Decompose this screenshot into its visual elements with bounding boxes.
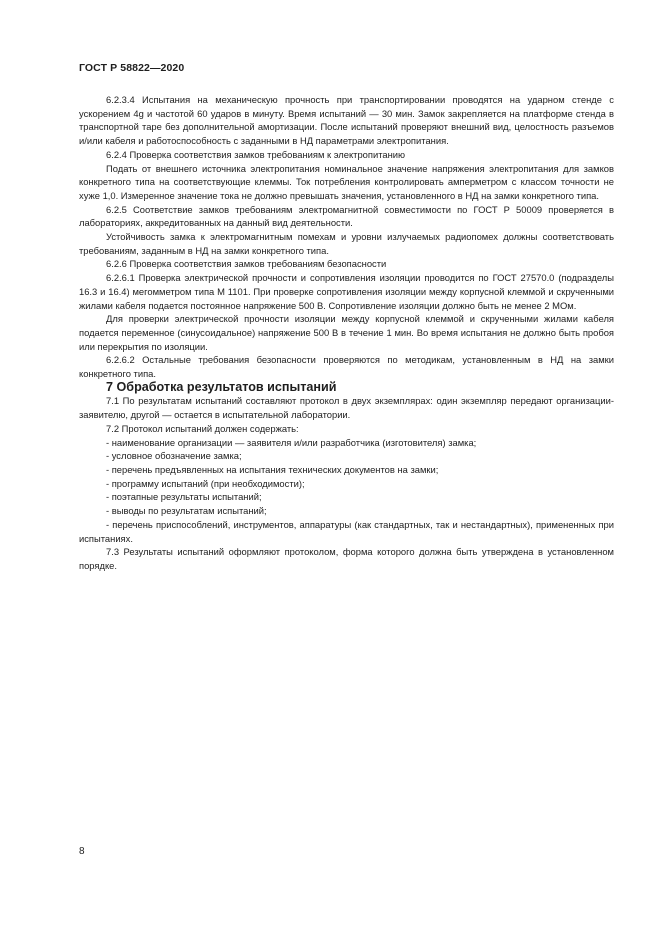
document-body [79, 93, 614, 573]
page-number: 8 [79, 846, 85, 857]
document-header: ГОСТ Р 58822—2020 [79, 62, 185, 74]
paragraph-6-2-3-4: 6.2.3.4 Испытания на механическую прочность при транспортировании проводятся на ударном стенде с ускорением 4g и частотой 60 ударов в минуту. Время испытаний — 30 мин. Замок закрепляется на платформе стенда в транспортной таре без дополнительной амортизации. После испытаний проверяют внешний вид, целостность разъемов и/или кабеля и работоспособность с заданными в НД параметрами электропитания. [79, 94, 614, 147]
list-item: - выводы по результатам испытаний; [106, 505, 267, 517]
paragraph-7-3: 7.3 Результаты испытаний оформляют протоколом, форма которого должна быть утверждена в установленном порядке. [79, 546, 614, 571]
paragraph-6-2-6-2: 6.2.6.2 Остальные требования безопасности проверяются по методикам, установленным в НД на замки конкретного типа. [79, 354, 614, 380]
paragraph-7-2: 7.2 Протокол испытаний должен содержать: [106, 422, 299, 434]
list-item: - перечень приспособлений, инструментов, аппаратуры (как стандартных, так и нестандартных), примененных при испытаниях. [79, 518, 614, 544]
paragraph-6-2-6-1: 6.2.6.1 Проверка электрической прочности и сопротивления изоляции проводится по ГОСТ 27570.0 (подразделы 16.3 и 16.4) мегомметром типа М 1101. При проверке сопротивления изоляции между корпусной клеммой и скрученными жилами кабеля подается постоянное напряжение 500 В. Сопротивление изоляции должно быть не менее 2 МОм. [79, 272, 614, 311]
list-item: - перечень предъявленных на испытания технических документов на замки; [106, 463, 439, 475]
paragraph-7-1: 7.1 По результатам испытаний составляют протокол в двух экземплярах: один экземпляр передают организации-заявителю, другой — остается в испытательной лаборатории. [79, 395, 614, 421]
list-item: - поэтапные результаты испытаний; [106, 491, 262, 503]
section-7-heading: 7 Обработка результатов испытаний [106, 379, 337, 394]
paragraph-6-2-4-text: Подать от внешнего источника электропитания номинальное значение напряжения электропитания для замков конкретного типа на соответствующие клеммы. Ток потребления контролировать амперметром с классом точности не хуже 1,0. Измеренное значение тока не должно превышать значения, установленного в НД на замки конкретного типа. [79, 162, 614, 201]
paragraph-dielectric-strength: Для проверки электрической прочности изоляции между корпусной клеммой и скрученными жилами кабеля подается переменное (синусоидальное) напряжение 500 В в течение 1 мин. Во время испытания не должно быть пробоя или перекрытия по изоляции. [79, 313, 614, 352]
paragraph-emc: Устойчивость замка к электромагнитным помехам и уровни излучаемых радиопомех должны соответствовать требованиям, заданным в НД на замки конкретного типа. [79, 231, 614, 256]
paragraph-6-2-6-title: 6.2.6 Проверка соответствия замков требованиям безопасности [106, 258, 387, 270]
paragraph-6-2-5: 6.2.5 Соответствие замков требованиям электромагнитной совместимости по ГОСТ Р 50009 проверяется в лабораториях, аккредитованных на данный вид деятельности. [79, 203, 614, 229]
list-item: - наименование организации — заявителя и/или разработчика (изготовителя) замка; [106, 436, 477, 448]
list-item: - условное обозначение замка; [106, 450, 242, 462]
list-item: - программу испытаний (при необходимости); [106, 477, 305, 489]
paragraph-6-2-4-title: 6.2.4 Проверка соответствия замков требованиям к электропитанию [106, 148, 406, 160]
